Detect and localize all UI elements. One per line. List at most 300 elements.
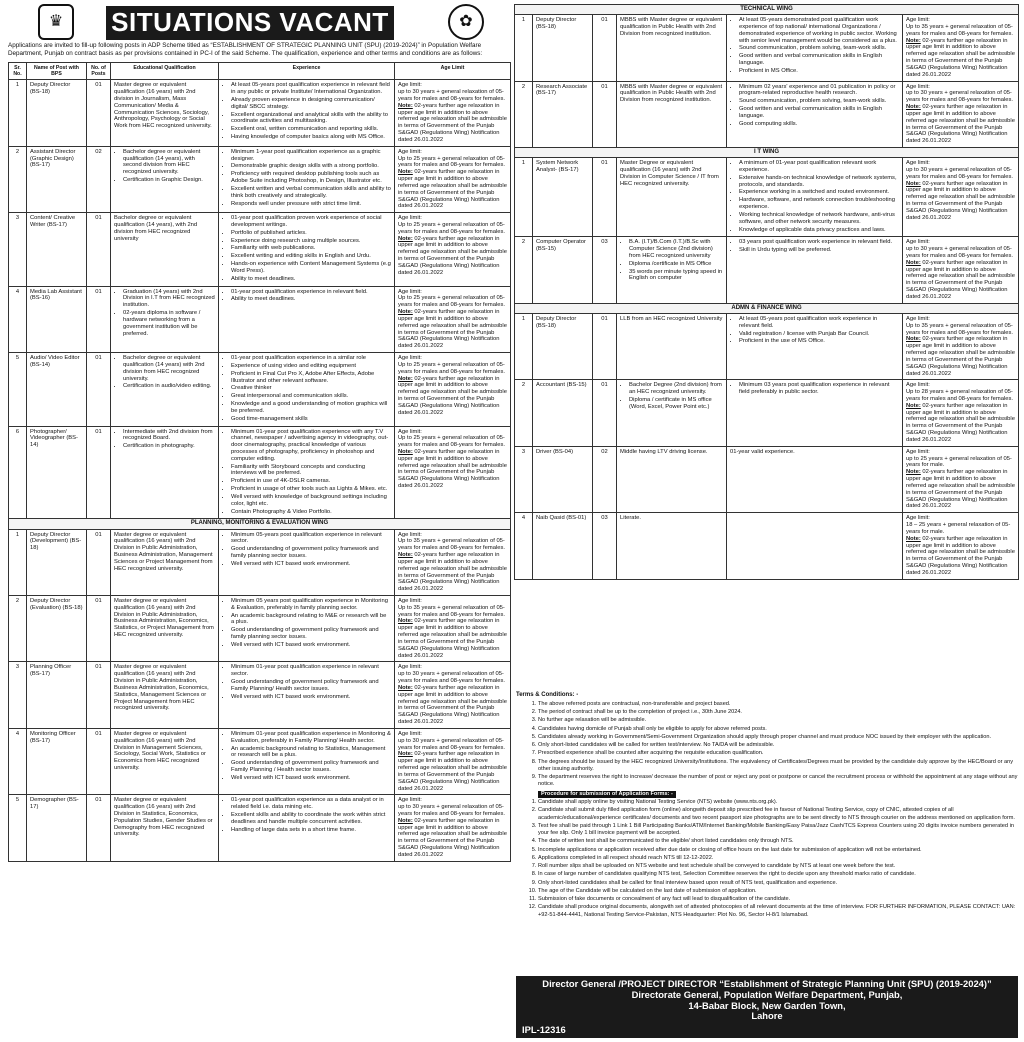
experience-item: • Proficient in MS Office. <box>739 68 899 75</box>
experience-item: • Experience working in a switched and routed environment. <box>739 189 899 196</box>
age-limit-label: Age limit: <box>398 664 422 671</box>
age-note <box>398 818 507 859</box>
qualification-text: Master degree or equivalent qualification (16 years) with 2nd Division in Public Administration, Business Administration, Economics, Statistics, or Project Management from HEC recognized university. <box>114 597 214 639</box>
post-name: Planning Officer (BS-17) <box>27 662 87 728</box>
age-limit-label: Age limit: <box>906 83 930 90</box>
age-limit-label: Age limit: <box>906 17 930 24</box>
age-limit-label: Age limit: <box>398 730 422 737</box>
experience-item: • Responds well under pressure with strict time limit. <box>231 201 391 208</box>
experience-item: • An academic background relating to M&E or research will be a plus. <box>231 613 391 627</box>
qualification-item: • 02-years diploma in software / hardware networking from a government institution will be preferred. <box>123 310 215 337</box>
experience-item: • Sound communication, problem solving, team-work skills. <box>739 45 899 52</box>
sr-no: 2 <box>515 237 533 303</box>
experience <box>727 513 903 579</box>
post-name: Assistant Director (Graphic Design) (BS-17) <box>27 146 87 212</box>
experience-item: • Minimum 05-years post qualification experience in relevant sector. <box>231 532 391 546</box>
experience-item: • Experience of using video and editing equipment <box>231 363 391 370</box>
age-note-label: Note: <box>398 618 413 625</box>
table-row <box>515 513 1019 579</box>
procedure-item: 10. The age of the Candidate will be calculated on the last date of submission of application. <box>538 888 1018 895</box>
experience-item: • Excellent organizational and analytical skills with the ability to coordinate activities and multitasking. <box>231 112 391 126</box>
post-name: System Network Analyst- (BS-17) <box>533 158 593 237</box>
qualification-list <box>114 355 215 390</box>
experience-item: • Good written and verbal communication skills in English language. <box>739 53 899 67</box>
qualification-text: Master Degree or equivalent qualification (16 years) with 2nd Division in Computer Science / IT from HEC recognized university. <box>620 160 719 187</box>
sr-no: 6 <box>9 426 27 519</box>
post-name: Monitoring Officer (BS-17) <box>27 728 87 794</box>
qualification-list <box>620 382 723 410</box>
experience-list <box>222 797 391 833</box>
qualification-item: • Bachelor Degree (2nd division) from an HEC recognized university. <box>629 382 723 396</box>
posts-count: 01 <box>593 313 617 379</box>
experience <box>219 662 395 728</box>
posts-count: 01 <box>87 80 111 146</box>
table-row <box>515 380 1019 446</box>
post-name: Research Associate (BS-17) <box>533 81 593 147</box>
experience-item: • Handling of large data sets in a short time frame. <box>231 827 391 834</box>
wing-title: PLANNING, MONITORING & EVALUATION WING <box>9 519 511 529</box>
term-item: 3. No further age relaxation will be admissible. <box>538 717 1018 724</box>
left-positions-table <box>8 62 511 862</box>
posts-count: 01 <box>593 158 617 237</box>
age-limit-label: Age limit: <box>906 315 930 322</box>
qualification-text: Master degree or equivalent qualification (16 years) with 2nd Division in Public Administration, Business Administration, Economics, Statistics, Management Sciences or Project Management from HEC recognized university. <box>114 664 209 712</box>
footer-line: Directorate General, Population Welfare Department, Punjab, <box>631 988 903 1000</box>
age-limit <box>395 795 511 861</box>
posts-count: 01 <box>87 353 111 426</box>
age-note <box>398 103 507 144</box>
procedure-item: 6. Applications completed in all respect should reach NTS till 12-12-2022. <box>538 855 1018 862</box>
table-row <box>515 158 1019 237</box>
experience-list <box>222 82 391 141</box>
experience-item: • Experience doing research using multiple sources. <box>231 238 391 245</box>
posts-count: 01 <box>87 426 111 519</box>
age-note <box>398 685 507 726</box>
qualification-text: Master degree or equivalent qualification (16 years) with 2nd Division in Statistics, Economics, Population Studies, Gender Studies or Demography from HEC recognized university. <box>114 797 213 838</box>
post-name: Photographer/ Videographer (BS-14) <box>27 426 87 519</box>
age-note <box>906 469 1015 510</box>
age-note <box>398 236 507 277</box>
experience-item: • 01-year post qualification proven work experience of social development writings. <box>231 215 391 229</box>
table-row <box>9 80 511 146</box>
experience-item: • 03 years post qualification work experience in relevant field. <box>739 239 899 246</box>
term-item: 4. Candidates having domicile of Punjab shall only be eligible to apply for above referred posts. <box>538 726 1018 733</box>
age-limit <box>903 380 1019 446</box>
age-limit <box>395 426 511 519</box>
experience-item: • Proficient in Final Cut Pro X, Adobe After Effects, Adobe Illustrator and other relevant software. <box>231 371 391 385</box>
term-item: 6. Only short-listed candidates will be called for written test/interview. No TA/DA will be admissible. <box>538 742 1018 749</box>
wing-title: I T WING <box>515 147 1019 157</box>
age-limit-label: Age limit: <box>398 215 422 222</box>
experience-item: • Well versed with ICT based work environment. <box>231 694 391 701</box>
age-limit <box>395 213 511 286</box>
term-item: 9. The department reserves the right to increase/ decrease the number of post or reject any post or postpone or cancel the recruitment process or withhold the appointment at any stage without any notice. <box>538 774 1018 789</box>
experience-item: • Already proven experience in designing communication/ digital/ SBCC strategy. <box>231 97 391 111</box>
age-limit-text: up to 25 years + general relaxation of 05-years for male. <box>906 455 1012 469</box>
experience-item: • At least 05-years demonstrated post qualification work experience of top national/ international Organizations / demonstrated experience of working in public sector. Working with senior level management would be considered as a plus. <box>739 17 899 44</box>
sr-no: 3 <box>9 662 27 728</box>
age-limit <box>395 529 511 595</box>
experience-item: • At least 05-years post qualification work experience in relevant field. <box>739 316 899 330</box>
experience-list <box>730 239 899 254</box>
age-limit <box>903 446 1019 512</box>
experience-list <box>222 289 391 304</box>
sr-no: 1 <box>9 80 27 146</box>
experience <box>727 158 903 237</box>
qualification-item: • Diploma / certificate in MS office (Word, Excel, Power Point etc.) <box>629 397 723 411</box>
experience-item: • Extensive hands-on technical knowledge of network systems, protocols, and standards. <box>739 175 899 189</box>
sr-no: 4 <box>9 286 27 352</box>
experience-item: • 01-year post qualification experience as a data analyst or in related field i.e. data mining etc. <box>231 797 391 811</box>
age-note-label: Note: <box>398 552 413 559</box>
table-row <box>515 81 1019 147</box>
procedure-item: 4. The date of written test shall be communicated to the eligible/ short listed candidates only through NTS. <box>538 838 1018 845</box>
experience-list <box>730 17 899 75</box>
experience <box>219 146 395 212</box>
sr-no: 1 <box>515 313 533 379</box>
age-limit-text: up to 30 years + general relaxation of 05-years for males and 08-years for females. <box>398 671 505 685</box>
posts-count: 03 <box>593 237 617 303</box>
age-limit-text: Up to 25 years + general relaxation of 05-years for males and 08-years for females. <box>398 295 505 309</box>
qualification-text: Master degree or equivalent qualification (16 years) with 2nd Division in Management Sciences, Sociology, Social Work, Statistics or Economics from HEC recognized university. <box>114 730 206 772</box>
procedure-item: 5. Incomplete applications or application received after due date or closing of office hours on the last date for submission of application will not be entertained. <box>538 847 1018 854</box>
posts-count: 01 <box>593 81 617 147</box>
experience-item: • Ability to meet deadlines. <box>231 276 391 283</box>
table-row <box>9 595 511 661</box>
term-item: 5. Candidates already working in Government/Semi-Government Organization should apply through proper channel and must produce NOC issued by their employer with the application. <box>538 734 1018 741</box>
experience-item: • Minimum 05 years post qualification experience in Monitoring & Evaluation, preferably in family planning sector. <box>231 598 391 612</box>
col-header: Educational Qualification <box>111 63 219 80</box>
posts-count: 01 <box>87 286 111 352</box>
age-note <box>906 403 1015 444</box>
qualification-text: MBBS with Master degree or equivalent qualification in Public Health with 2nd Division from recognized institution. <box>620 83 723 104</box>
post-name: Driver (BS-04) <box>533 446 593 512</box>
experience-item: • Minimum 02 years' experience and 01 publication in policy or program-related reproductive health research. <box>739 84 899 98</box>
age-note-label: Note: <box>906 104 921 111</box>
age-note-text: 02-years further age relaxation in upper age limit in addition to above referred age relaxation shall be admissible in terms of Government of the Punjab S&GAD (Regulations Wing) Notification dated 26.01.2022 <box>398 618 507 659</box>
wing-title: TECHNICAL WING <box>515 5 1019 15</box>
age-limit-label: Age limit: <box>398 797 422 804</box>
experience-list <box>222 355 391 422</box>
posts-count: 01 <box>87 213 111 286</box>
age-limit <box>903 15 1019 81</box>
age-limit-text: Up to 25 years + general relaxation of 05-years for males and 08-years for females. <box>398 221 505 235</box>
qualification-list <box>114 289 215 338</box>
age-limit-text: Up to 25 years + general relaxation of 05-years for males and 08-years for females. <box>398 361 505 375</box>
table-row <box>515 15 1019 81</box>
experience <box>727 15 903 81</box>
experience-item: • Good written and verbal communication skills in English language. <box>739 106 899 120</box>
age-note-label: Note: <box>906 469 921 476</box>
sr-no: 4 <box>515 513 533 579</box>
sr-no: 2 <box>515 81 533 147</box>
wing-header-row <box>515 147 1019 157</box>
experience-item: • Creative thinker <box>231 385 391 392</box>
table-row <box>9 286 511 352</box>
procedure-item: 7. Roll number slips shall be uploaded on NTS website and test schedule shall be conveyed to candidate by NTS at least one week before the test. <box>538 863 1018 870</box>
procedure-list <box>516 799 1018 919</box>
qualification-text: Master degree or equivalent qualification (16 years) with 2nd Division in Public Administration, Business Administration, Management Sciences or Project Management from HEC recognized university. <box>114 531 213 572</box>
posts-count: 02 <box>87 146 111 212</box>
post-name: Deputy Director (Development) (BS-18) <box>27 529 87 595</box>
qualification <box>617 446 727 512</box>
qualification-text: MBBS with Master degree or equivalent qualification in Public Health with 2nd Division from recognized institution. <box>620 17 723 37</box>
experience-item: • Sound communication, problem solving, team-work skills. <box>739 98 899 105</box>
age-note-text: 02-years further age relaxation in upper age limit in addition to above referred age relaxation shall be admissible in terms of Government of the Punjab S&GAD (Regulations Wing) Notification dated 26.01.2022 <box>906 37 1015 78</box>
qualification <box>111 795 219 861</box>
sr-no: 5 <box>9 795 27 861</box>
ipl-number: IPL-12316 <box>522 1024 566 1036</box>
age-limit <box>395 662 511 728</box>
terms-title: Terms & Conditions: - <box>516 692 579 698</box>
experience-item: • Portfolio of published articles. <box>231 230 391 237</box>
procedure-item: 1. Candidate shall apply online by visiting National Testing Service (NTS) website (www.nts.org.pk). <box>538 799 1018 806</box>
post-name: Content/ Creative Writer (BS-17) <box>27 213 87 286</box>
age-limit-label: Age limit: <box>398 355 422 362</box>
qualification-list <box>620 239 723 282</box>
post-name: Deputy Director (BS-18) <box>533 15 593 81</box>
age-note <box>398 751 507 792</box>
term-item: 8. The degrees should be issued by the HEC recognized University/Institutions. The equivalency of Certificates/Degrees must be provided by the candidate duly approve by the HEC/Board or any other issuing authority. <box>538 759 1018 774</box>
posts-count: 01 <box>593 15 617 81</box>
age-limit-text: Up to 28 years + general relaxation of 05-years for males and 08-years for females. <box>906 389 1013 402</box>
experience-item: • Excellent written and verbal communication skills and ability to think both creatively and strategically. <box>231 186 391 200</box>
experience-item: • Good understanding of government policy framework and Family Planning / Health sector issues. <box>231 760 391 774</box>
qualification-item: • Diploma /certificate in MS Office <box>629 261 723 268</box>
terms-section <box>516 692 1018 920</box>
age-limit-text: Up to 25 years + general relaxation of 05-years for males and 08-years for females. <box>398 435 505 449</box>
age-limit <box>395 728 511 794</box>
wing-header-row <box>515 303 1019 313</box>
age-limit-text: up to 30 years + general relaxation of 05-years for males and 08-years for females. <box>906 90 1013 104</box>
sr-no: 1 <box>515 158 533 237</box>
table-row <box>9 353 511 426</box>
experience-list <box>222 149 391 208</box>
qualification-item: • Bachelor degree or equivalent qualification (14 years) with 2nd division from HEC recognized university. <box>123 355 215 382</box>
age-limit <box>395 353 511 426</box>
experience-item: • Familiarity with Storyboard concepts and conducting interviews will be preferred. <box>231 464 391 478</box>
procedure-item: 3. Test fee shall be paid through 1 Link 1 Bill Participating Banks/ATM/Internet Banking/Mobile Banking/Easy Paisa/Jazz Cash/TCS Express Counters using 20 digits invoice numbers generated in your fee slip. Only 1 bill invoice payment will be accepted. <box>538 823 1018 838</box>
experience-item: • Hands-on experience with Content Management Systems (e.g Word Press). <box>231 261 391 275</box>
qualification-text: Master degree or equivalent qualification (16 years) with 2nd division in Journalism, Mass Communication/ Media & Communication Sciences, Sociology, Anthropology, Psychology or Social Work from HEC recognized university. <box>114 82 212 130</box>
experience <box>219 213 395 286</box>
experience <box>219 353 395 426</box>
experience <box>219 795 395 861</box>
age-limit-label: Age limit: <box>398 148 422 155</box>
age-limit-label: Age limit: <box>906 448 930 455</box>
experience-list <box>222 429 391 516</box>
experience-item: • Minimum 03 years post qualification experience in relevant field preferably in public sector. <box>739 382 899 396</box>
experience-item: • 01-year post qualification experience in a similar role <box>231 355 391 362</box>
qualification-item: • B.A. (I.T)/B.Com (I.T.)/B.Sc with Computer Science (2nd division) from HEC recognized university <box>629 239 723 259</box>
age-note <box>398 552 507 593</box>
experience-item: • Minimum 01-year post qualification experience with any T.V channel, newspaper / advertising agency in videography, out-door cinematography, practical knowledge of various processes of photography, proficiency in photoshop and computer editing. <box>231 429 391 463</box>
qualification-item: • Intermediate with 2nd division from recognized Board. <box>123 429 215 443</box>
age-note <box>906 536 1015 577</box>
age-note-text: 02-years further age relaxation in upper age limit in addition to above referred age relaxation shall be admissible in terms of Government of the Punjab S&GAD (Regulations Wing) Notification dated 26.01.2022 <box>398 817 507 858</box>
experience-list <box>730 84 899 128</box>
experience-item: • Well versed with ICT based work environment. <box>231 561 391 568</box>
age-note-text: 02-years further age relaxation in upper age limit in addition to above referred age relaxation shall be admissible in terms of Government of the Punjab S&GAD (Regulations Wing) Notification dated 26.01.2022 <box>906 259 1015 300</box>
sr-no: 3 <box>515 446 533 512</box>
age-limit-label: Age limit: <box>398 597 422 604</box>
age-note-text: 02-years further age relaxation in upper age limit in addition to above referred age relaxation shall be admissible in terms of Government of the Punjab S&GAD (Regulations Wing) Notification dated 26.01.2022 <box>906 104 1015 145</box>
age-note-label: Note: <box>398 751 413 758</box>
procedure-item: 2. Candidate shall submit duly filled application form (online) alongwith deposit slip prescribed fee in favour of National Testing Service, copy of CNIC, attested copies of all academic/educational/experience certificates/ documents and two recent passport size photographs are to be sent directly to NTS through courier on the address mentioned on application form. <box>538 807 1018 822</box>
experience-item: • An academic background relating to Statistics, Management or research will be a plus. <box>231 746 391 760</box>
experience <box>219 529 395 595</box>
post-name: Media Lab Assistant (BS-16) <box>27 286 87 352</box>
experience-item: • Well versed with knowledge of background settings including color, light etc. <box>231 494 391 508</box>
experience-item: • Good understanding of government policy framework and family planning sector issues. <box>231 627 391 641</box>
experience <box>219 286 395 352</box>
sr-no: 2 <box>9 146 27 212</box>
posts-count: 03 <box>593 513 617 579</box>
age-note-label: Note: <box>906 37 921 44</box>
age-note <box>906 104 1015 145</box>
age-note <box>906 336 1015 377</box>
experience-item: • Minimum 1-year post qualification experience as a graphic designer. <box>231 149 391 163</box>
post-name: Naib Qasid (BS-01) <box>533 513 593 579</box>
table-row <box>9 795 511 861</box>
posts-count: 01 <box>87 728 111 794</box>
age-note-label: Note: <box>398 102 413 109</box>
sr-no: 1 <box>515 15 533 81</box>
experience <box>727 237 903 303</box>
age-note-label: Note: <box>398 449 413 455</box>
age-note-text: 02-years further age relaxation in upper age limit in addition to above referred age relaxation shall be admissible in terms of Government of the Punjab S&GAD (Regulations Wing) Notification dated 26.01.2022 <box>906 402 1015 443</box>
experience-list <box>222 731 391 782</box>
wing-title: ADMN & FINANCE WING <box>515 303 1019 313</box>
posts-count: 02 <box>593 446 617 512</box>
qualification-item: • Certification in Graphic Design. <box>123 177 215 184</box>
qualification <box>617 237 727 303</box>
experience-list <box>222 215 391 282</box>
punjab-emblem-icon: ♛ <box>38 4 74 40</box>
age-limit-text: up to 30 years + general relaxation of 05-years for males and 08-years for females. <box>398 737 505 751</box>
table-row <box>515 313 1019 379</box>
experience-list <box>730 382 899 396</box>
experience-item: • Hardware, software, and network connection troubleshooting experience. <box>739 197 899 211</box>
experience-item: • Skill in Urdu typing will be preferred. <box>739 247 899 254</box>
age-limit-text: up to 30 years + general relaxation of 05-years for males and 08-years for females. <box>398 804 505 817</box>
table-row <box>9 529 511 595</box>
qualification-text: Bachelor degree or equivalent qualification (14 years), with 2nd division from HEC recognized university <box>114 215 198 242</box>
experience-item: • Excellent skills and ability to coordinate the work within strict deadlines and handle multiple concurrent activities. <box>231 812 391 826</box>
table-row <box>9 146 511 212</box>
age-note <box>906 181 1015 222</box>
age-note-text: 02-years further age relaxation in upper age limit in addition to above referred age relaxation shall be admissible in terms of Government of the Punjab S&GAD (Regulations Wing) Notification dated 26.01.2022 <box>398 235 507 276</box>
experience <box>219 728 395 794</box>
post-name: Demographer (BS-17) <box>27 795 87 861</box>
col-header: Age Limit <box>395 63 511 80</box>
experience-item: • Proficient in the use of MS Office. <box>739 338 899 345</box>
terms-list <box>516 701 1018 789</box>
sr-no: 2 <box>9 595 27 661</box>
experience-list <box>730 316 899 345</box>
age-note-text: 02-years further age relaxation in upper age limit in addition to above referred age relaxation shall be admissible in terms of Government of the Punjab S&GAD (Regulations Wing) Notification dated 26.01.2022 <box>398 552 507 593</box>
posts-count: 01 <box>87 662 111 728</box>
sr-no: 4 <box>9 728 27 794</box>
age-note-label: Note: <box>398 375 413 382</box>
experience-text: 01-year valid experience. <box>730 448 795 455</box>
age-limit-text: Up to 35 years + general relaxation of 05-years for males and 08-years for females. <box>906 23 1013 37</box>
age-limit <box>395 146 511 212</box>
qualification <box>617 15 727 81</box>
age-limit <box>903 237 1019 303</box>
term-item: 7. Prescribed experience shall be counted after acquiring the requisite education qualification. <box>538 750 1018 757</box>
age-limit <box>395 286 511 352</box>
experience-item: • Working technical knowledge of network hardware, anti-virus software, and other network security measures. <box>739 212 899 226</box>
age-note <box>398 309 507 350</box>
experience-item: • Well versed with ICT based work environment. <box>231 775 391 782</box>
experience-item: • At least 05-years post qualification experience in relevant field in any public or private Institute/ International Organization. <box>231 82 391 96</box>
post-name: Computer Operator (BS-15) <box>533 237 593 303</box>
age-note-text: 02-years further age relaxation in upper age limit in addition to above referred age relaxation shall be admissible in terms of Government of the Punjab S&GAD (Regulations Wing) Notification dated 26.01.2022 <box>906 535 1015 576</box>
experience <box>219 80 395 146</box>
table-row <box>9 728 511 794</box>
footer-line: 14-Babar Block, New Garden Town, <box>688 999 846 1011</box>
header <box>8 4 508 40</box>
table-row <box>9 213 511 286</box>
experience-item: • Knowledge and a good understanding of motion graphics will be preferred. <box>231 401 391 415</box>
age-note-text: 02-years further age relaxation in upper age limit in addition to above referred age relaxation shall be admissible in terms of Government of the Punjab S&GAD (Regulations Wing) Notification dated 26.01.2022 <box>398 449 507 490</box>
age-limit-label: Age limit: <box>398 288 422 295</box>
qualification <box>617 380 727 446</box>
age-note-text: 02-years further age relaxation in upper age limit in addition to above referred age relaxation shall be admissible in terms of Government of the Punjab S&GAD (Regulations Wing) Notification dated 26.01.2022 <box>398 102 507 143</box>
age-limit-text: Up to 25 years + general relaxation of 05-years for males and 08-years for females. <box>398 155 505 169</box>
age-note <box>398 618 507 659</box>
table-row <box>515 237 1019 303</box>
age-limit-text: up to 30 years + general relaxation of 05-years for males and 08-years for females. <box>906 246 1013 259</box>
experience-item: • Minimum 01-year post qualification experience in Monitoring & Evaluation, preferably in Family Planning/ Health sector. <box>231 731 391 745</box>
col-header: Sr. No. <box>9 63 27 80</box>
qualification <box>111 662 219 728</box>
age-limit-text: 18 – 25 years + general relaxation of 05-years for male. <box>906 522 1011 535</box>
footer-line: Director General /PROJECT DIRECTOR “Establishment of Strategic Planning Unit (SPU) (2019-2024)” <box>542 978 992 989</box>
wing-header-row <box>515 5 1019 15</box>
experience-item: • Demonstrable graphic design skills with a strong portfolio. <box>231 163 391 170</box>
experience-list <box>730 160 899 233</box>
sr-no: 5 <box>9 353 27 426</box>
right-positions-table <box>514 4 1019 580</box>
age-note-label: Note: <box>398 817 413 824</box>
age-note <box>398 376 507 417</box>
wing-header-row <box>9 519 511 529</box>
procedure-item: 11. Submission of fake documents or concealment of any fact will lead to disqualification of the candidate. <box>538 896 1018 903</box>
table-row <box>9 426 511 519</box>
footer-line: Lahore <box>751 1010 783 1022</box>
posts-count: 01 <box>87 795 111 861</box>
footer-address-block <box>516 976 1018 1038</box>
qualification-text: Middle having LTV driving license. <box>620 448 708 455</box>
age-note-label: Note: <box>398 309 413 316</box>
age-limit-text: up to 30 years + general relaxation of 05-years for males and 08-years for females. <box>398 89 505 102</box>
age-note <box>398 449 507 490</box>
posts-count: 01 <box>87 595 111 661</box>
table-row <box>9 662 511 728</box>
term-item: 1. The above referred posts are contractual, non-transferable and project based. <box>538 701 1018 708</box>
experience-item: • 01-year post qualification experience in relevant field. <box>231 289 391 296</box>
experience-item: • Valid registration / license with Punjab Bar Council. <box>739 331 899 338</box>
experience-item: • Minimum 01-year post qualification experience in relevant sector. <box>231 664 391 678</box>
qualification <box>617 313 727 379</box>
qualification-list <box>114 149 215 184</box>
qualification <box>111 286 219 352</box>
age-note-label: Note: <box>906 180 921 187</box>
sr-no: 1 <box>9 529 27 595</box>
age-note-label: Note: <box>398 235 413 242</box>
